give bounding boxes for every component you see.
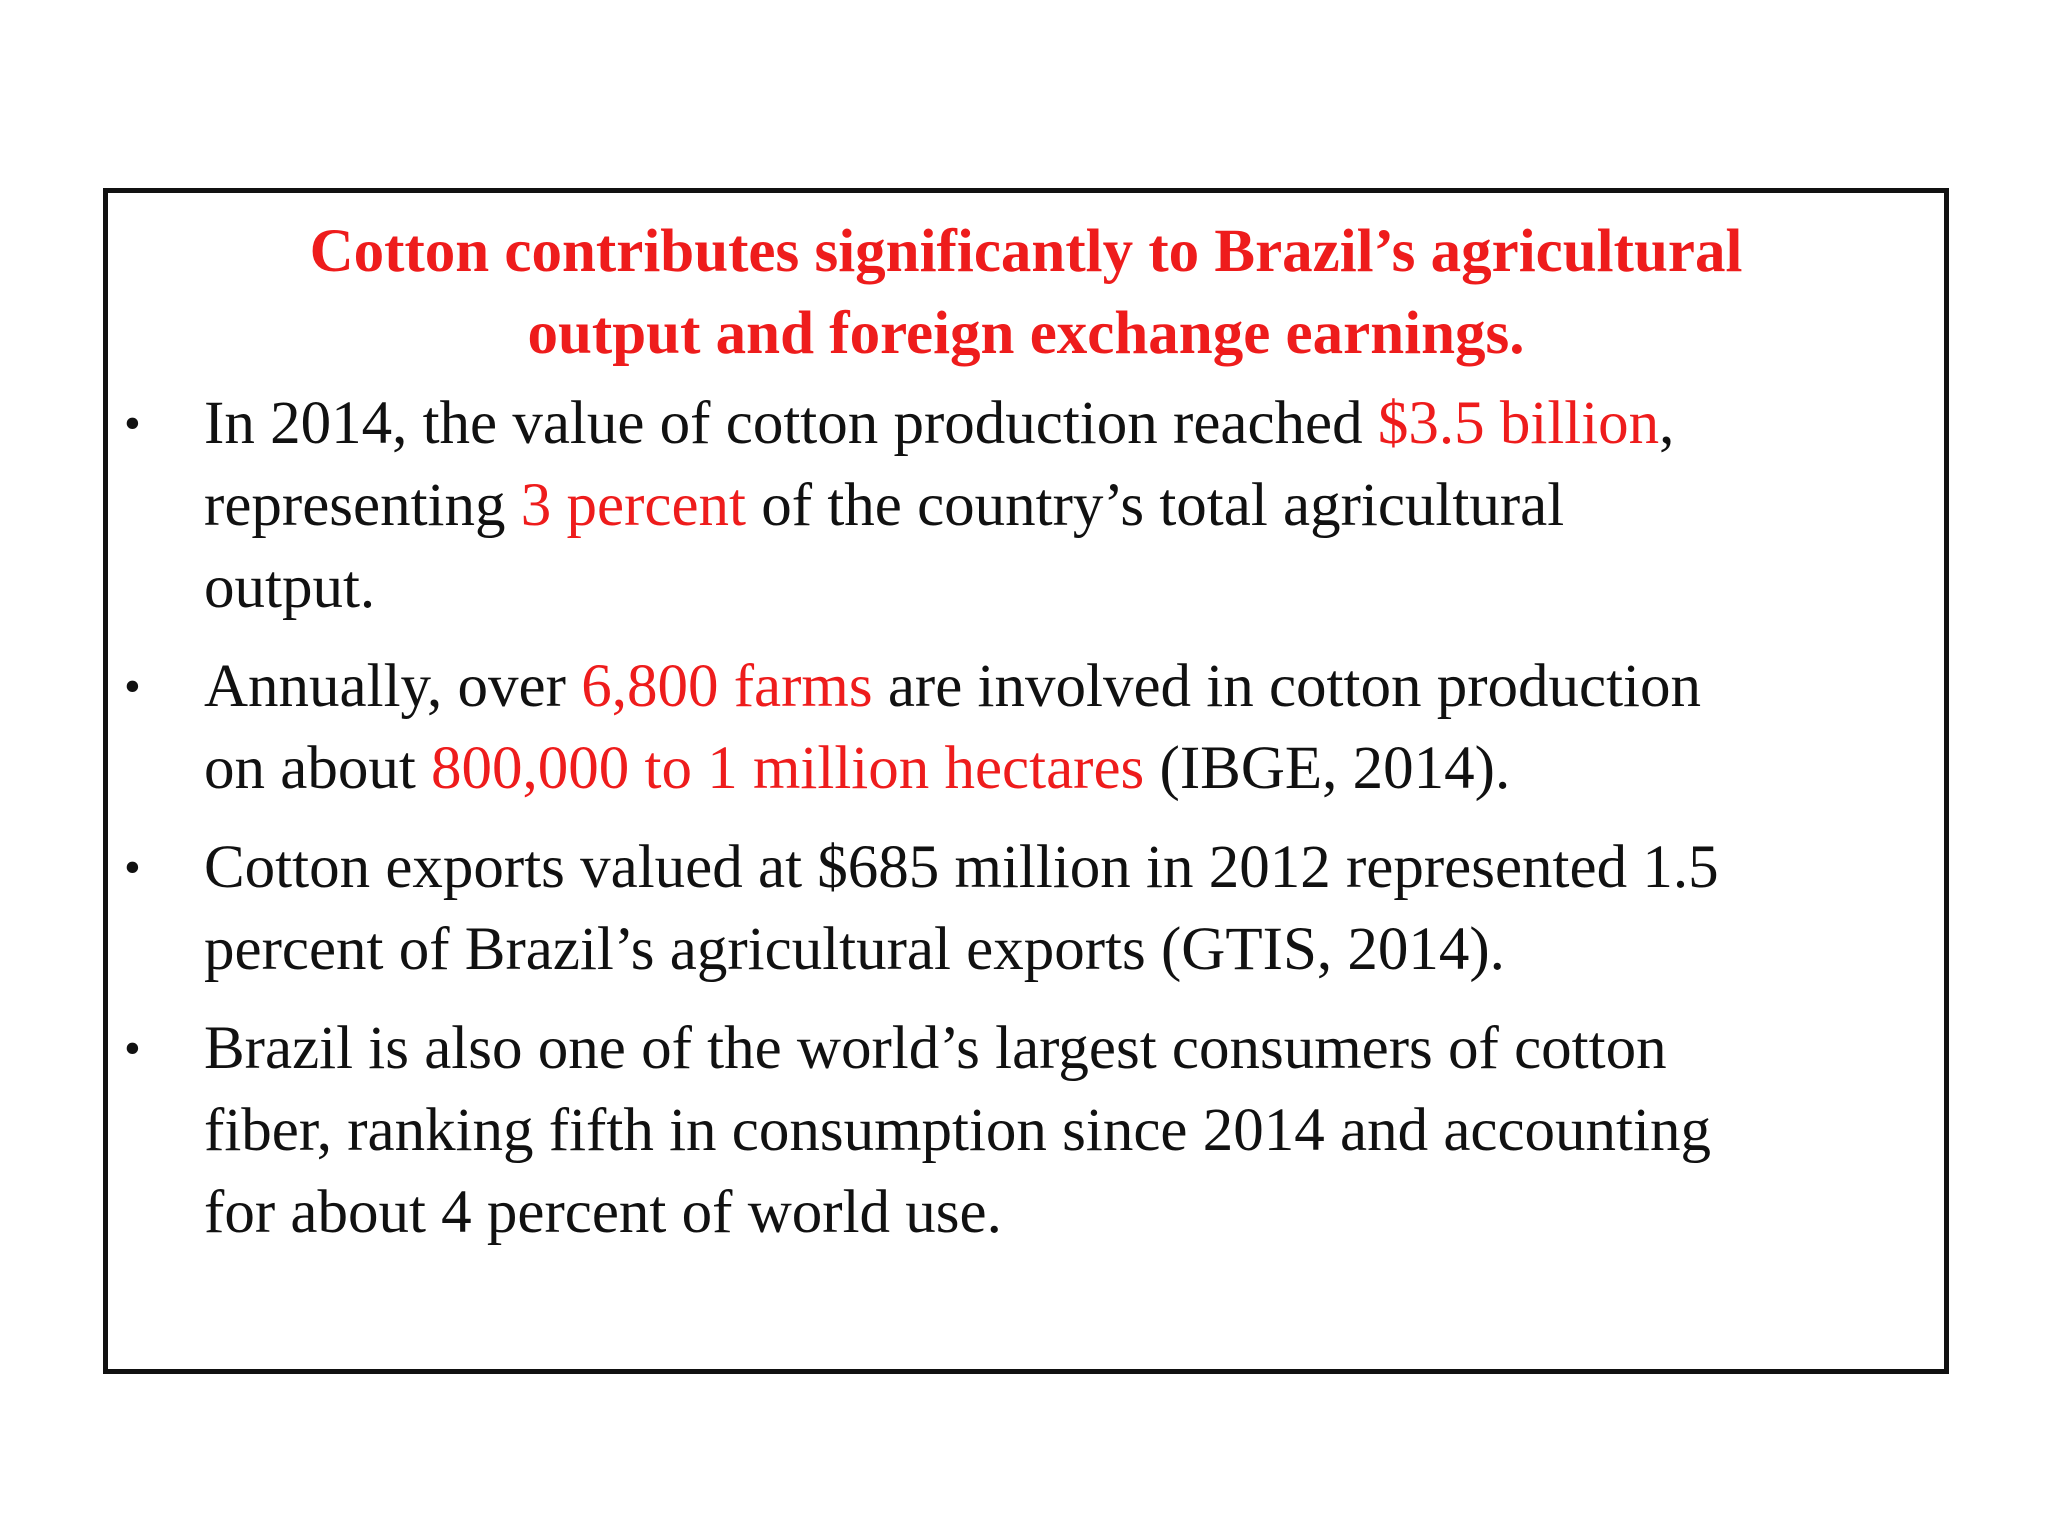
- bullet-3-line-2: percent of Brazil’s agricultural exports (GTIS, 2014).: [204, 916, 1505, 983]
- bullet-1-line-2: representing 3 percent of the country’s total agricultural: [204, 472, 1565, 539]
- bullet-2-line-2: on about 800,000 to 1 million hectares (IBGE, 2014).: [204, 735, 1511, 802]
- highlight-value: 3 percent: [520, 472, 746, 539]
- bullet-dot: •: [124, 660, 141, 713]
- bullet-dot: •: [124, 397, 141, 450]
- slide-heading: [108, 211, 1944, 375]
- highlight-value: 800,000 to 1 million hectares: [431, 735, 1145, 802]
- bullet-2-line-1: Annually, over 6,800 farms are involved in cotton production: [204, 653, 1701, 720]
- bullet-item-2: [108, 646, 1944, 810]
- content-box: [103, 188, 1949, 1374]
- bullet-3-line-1: Cotton exports valued at $685 million in 2012 represented 1.5: [204, 834, 1719, 901]
- bullet-item-3: [108, 827, 1944, 991]
- highlight-value: $3.5 billion: [1377, 390, 1660, 457]
- bullet-1-line-3: output.: [204, 554, 376, 621]
- bullet-dot: •: [124, 841, 141, 894]
- bullet-4-line-2: fiber, ranking fifth in consumption since 2014 and accounting: [204, 1097, 1711, 1164]
- bullet-item-1: [108, 383, 1944, 629]
- bullet-4-line-3: for about 4 percent of world use.: [204, 1179, 1002, 1246]
- bullet-item-4: [108, 1008, 1944, 1254]
- bullet-4-line-1: Brazil is also one of the world’s largest consumers of cotton: [204, 1015, 1667, 1082]
- heading-line-1: Cotton contributes significantly to Brazil’s agricultural: [309, 218, 1743, 285]
- bullet-dot: •: [124, 1022, 141, 1075]
- bullet-list: [108, 383, 1944, 1271]
- bullet-1-line-1: In 2014, the value of cotton production reached $3.5 billion,: [204, 390, 1675, 457]
- heading-line-2: output and foreign exchange earnings.: [527, 300, 1525, 367]
- highlight-value: 6,800 farms: [581, 653, 873, 720]
